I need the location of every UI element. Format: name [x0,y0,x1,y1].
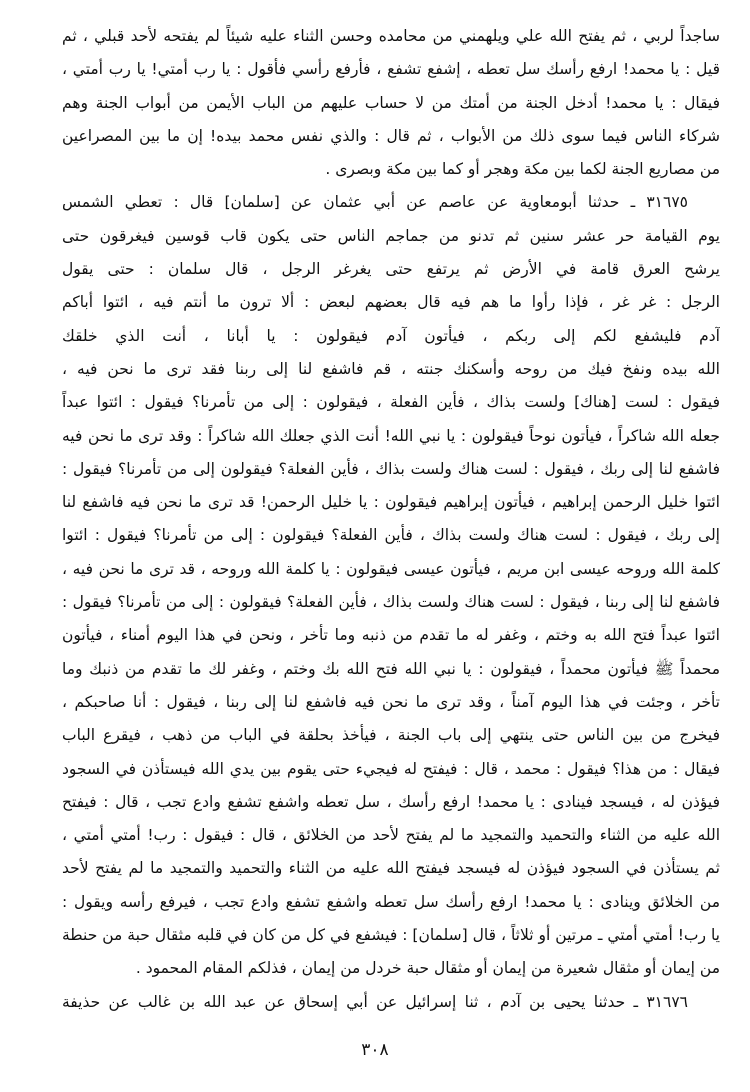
text-line: الله عليه من الثناء والتحميد والتمجيد ما لم يفتح لأحد من الخلائق ، قال : فيقول : رب! أمتي أمتي ، [62,826,720,845]
text-line: ائتوا خليل الرحمن إبراهيم ، فيأتون إبراهيم فيقولون : يا خليل الرحمن! قد ترى ما نحن فيه فاشفع لنا [62,493,720,512]
text-line: الله بيده ونفخ فيك من روحه وأسكنك جنته ، قم فاشفع لنا إلى ربنا فقد ترى ما نحن فيه ، [62,359,720,378]
text-line: إلى ربك ، فيقول : لست هناك ولست بذاك ، فأين الفعلة؟ فيقولون : إلى من تأمرنا؟ فيقول : ائتوا [62,526,720,545]
text-line: فيخرج من بين الناس حتى ينتهي إلى باب الجنة ، فيأخذ بحلقة في الباب من ذهب ، فيقرع الباب [62,726,720,745]
text-line: كلمة الله وروحه عيسى ابن مريم ، فيأتون عيسى فيقولون : يا كلمة الله وروحه ، قد ترى ما نحن فيه ، [62,559,720,578]
text-line: جعله الله شاكراً ، فيأتون نوحاً فيقولون : يا نبي الله! أنت الذي جعلك الله شاكراً : وقد ترى ما نحن فيه [62,426,720,445]
text-line: تأخر ، وجئت في هذا اليوم آمناً ، وقد ترى ما نحن فيه فاشفع لنا إلى ربنا ، فيقول : أنا صاحبكم ، [62,692,720,711]
text-line: من مصاريع الجنة لكما بين مكة وهجر أو كما بين مكة وبصرى . [325,160,720,179]
text-line: فاشفع لنا إلى ربنا ، فيقول : لست هناك ولست بذاك ، فأين الفعلة؟ فيقولون : إلى من تأمرنا؟ فيقول : [62,593,720,612]
text-line: يرشح العرق قامة في الأرض ثم يرتفع حتى يغرغر الرجل ، قال سلمان : حتى يقول [62,260,720,279]
text-line: ٣١٦٧٥ ـ حدثنا أبومعاوية عن عاصم عن أبي عثمان عن [سلمان] قال : تعطي الشمس [62,193,688,212]
text-line: فيقال : من هذا؟ فيقول : محمد ، قال : فيفتح له فيجيء حتى يقوم بين يدي الله فيستأذن في السجود [62,759,720,778]
text-line: محمداً ﷺ فيأتون محمداً ، فيقولون : يا نبي الله فتح الله بك وختم ، وغفر لك ما تقدم من ذنبك وما [62,659,720,678]
text-line: يوم القيامة حر عشر سنين ثم تدنو من جماجم الناس حتى يكون قاب قوسين فيغرقون حتى [62,226,720,245]
text-line: ثم يستأذن في السجود فيؤذن له فيسجد فيفتح الله عليه من الثناء والتحميد والتمجيد ما لم يفتح لأحد [62,859,720,878]
text-line: من الخلائق وينادى : يا محمد! ارفع رأسك سل تعطه واشفع تشفع وادع تجب ، فيرفع رأسه ويقول : [62,892,720,911]
text-line: آدم فليشفع لكم إلى ربكم ، فيأتون آدم فيقولون : يا أبانا ، أنت الذي خلقك [62,326,720,345]
page-number: ٣٠٨ [361,1040,389,1060]
text-line: فيقول : لست [هناك] ولست بذاك ، فأين الفعلة ، فيقولون : إلى من تأمرنا؟ فيقول : ائتوا عبداً [62,393,720,412]
text-line: من إيمان أو مثقال شعيرة من إيمان أو مثقال حبة خردل من إيمان ، فذلكم المقام المحمود . [135,959,720,978]
text-line: ٣١٦٧٦ ـ حدثنا يحيى بن آدم ، ثنا إسرائيل عن أبي إسحاق عن عبد الله بن غالب عن حذيفة [62,992,688,1011]
text-line: يا رب! أمتي أمتي ـ مرتين أو ثلاثاً ، قال [سلمان] : فيشفع في كل من كان في قلبه مثقال حبة من حنطة [62,926,720,945]
text-line: ساجداً لربي ، ثم يفتح الله علي ويلهمني من محامده وحسن الثناء عليه شيئاً لم يفتحه لأحد قبلي ، ثم [62,27,720,45]
text-line: الرجل : غر غر ، فإذا رأوا ما هم فيه قال بعضهم لبعض : ألا ترون ما أنتم فيه ، ائتوا أباكم [62,293,720,312]
page-body-text [62,20,720,1019]
text-line: ائتوا عبداً فتح الله به وختم ، وغفر له ما تقدم من ذنبه وما تأخر ، ونحن في هذا اليوم أمناء ، فيأتون [62,626,720,645]
text-line: قيل : يا محمد! ارفع رأسك سل تعطه ، إشفع تشفع ، فأرفع رأسي فأقول : يا رب أمتي! يا رب أمتي ، [62,60,720,79]
text-line: فيقال : يا محمد! أدخل الجنة من أمتك من لا حساب عليهم من الباب الأيمن من أبواب الجنة وهم [62,93,720,112]
text-line: فيؤذن له ، فيسجد فينادى : يا محمد! ارفع رأسك ، سل تعطه واشفع تشفع وادع تجب ، قال : فيفتح [62,792,720,811]
text-line: شركاء الناس فيما سوى ذلك من الأبواب ، ثم قال : والذي نفس محمد بيده! إن ما بين المصراعين [62,126,720,145]
text-line: فاشفع لنا إلى ربك ، فيقول : لست هناك ولست بذاك ، فأين الفعلة؟ فيقولون إلى من تأمرنا؟ فيقول : [62,459,720,478]
